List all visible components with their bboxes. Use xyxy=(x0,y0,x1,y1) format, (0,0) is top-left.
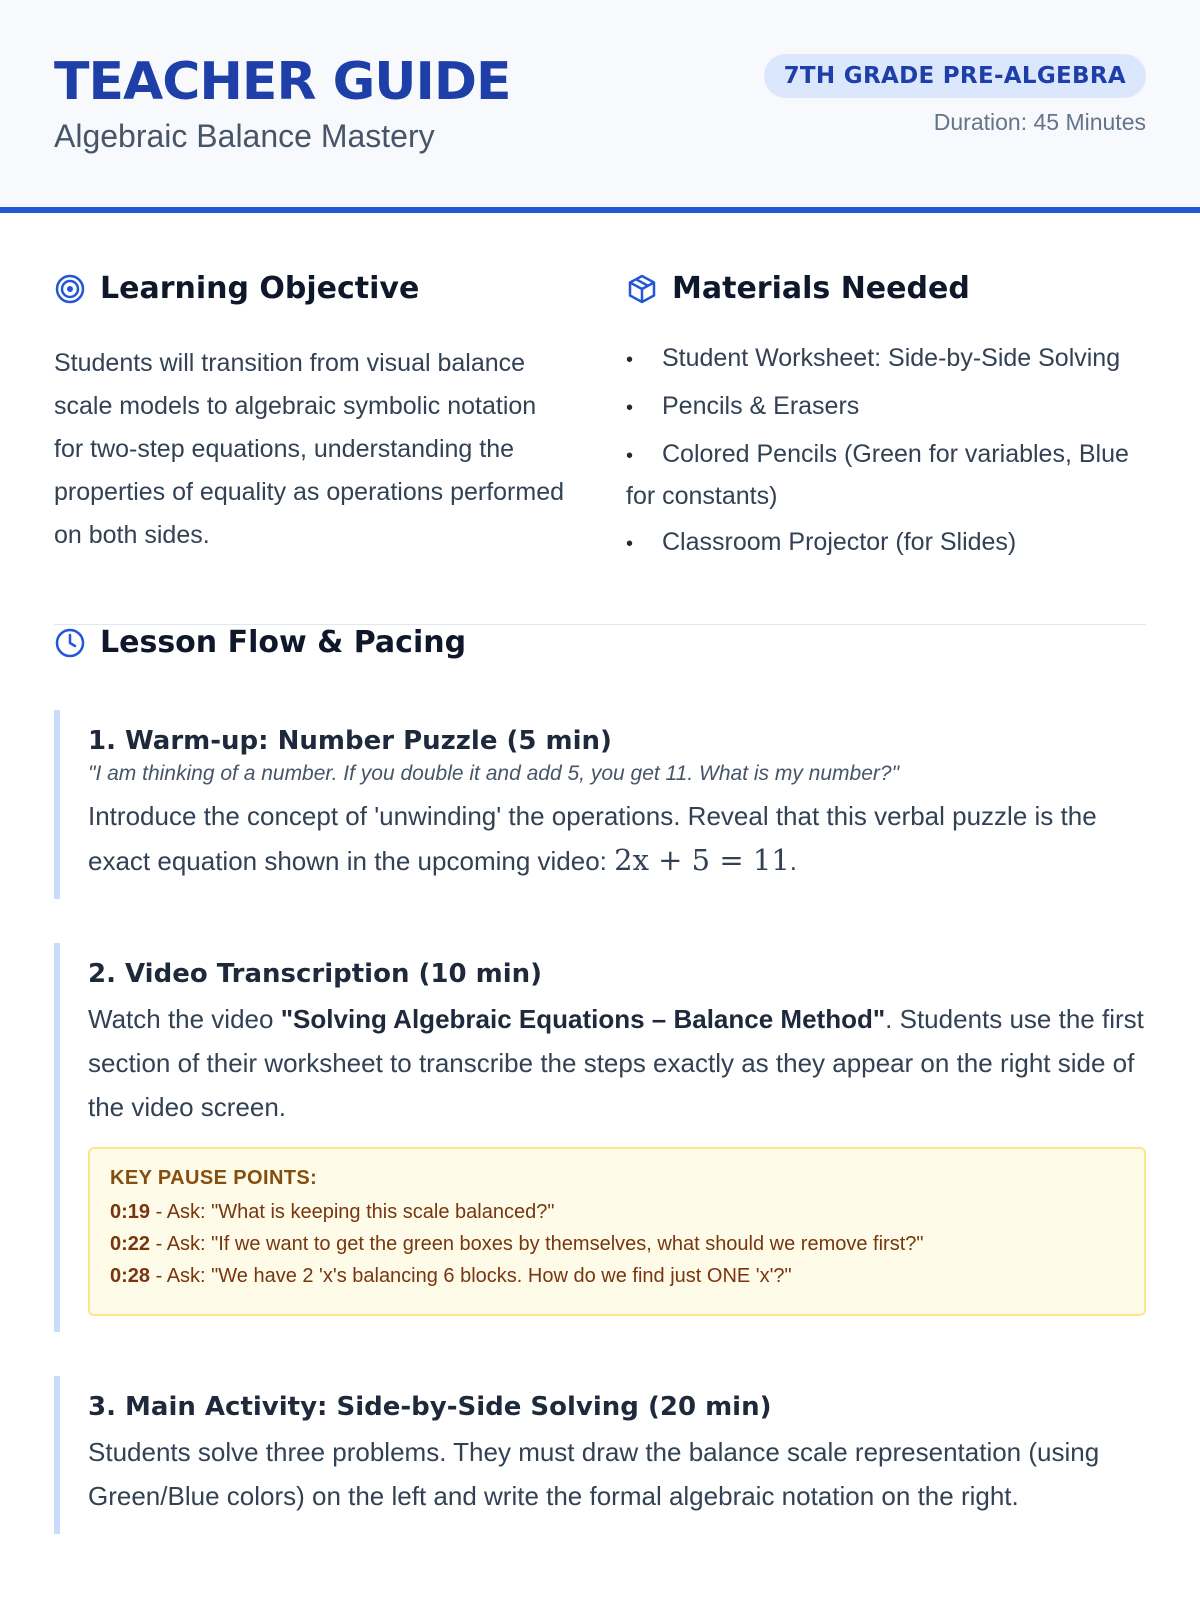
step-body: Students solve three problems. They must draw the balance scale representation (using Green/Blue colors) on the left and write the formal algebraic notation on the right. xyxy=(88,1437,1100,1511)
step-video-transcription xyxy=(54,943,1146,1332)
step-body: Watch the video "Solving Algebraic Equations – Balance Method". Students use the first section of their worksheet to transcribe the steps exactly as they appear on the right side of the video screen. xyxy=(88,1004,1144,1122)
list-item: • Pencils & Erasers xyxy=(626,392,860,420)
video-title: "Solving Algebraic Equations – Balance Method" xyxy=(280,1004,886,1034)
list-item: • Classroom Projector (for Slides) xyxy=(626,528,1017,556)
objective-heading xyxy=(54,271,564,306)
pause-point: 0:28 - Ask: "We have 2 'x's balancing 6 blocks. How do we find just ONE 'x'?" xyxy=(110,1265,792,1287)
page-title: TEACHER GUIDE xyxy=(54,52,511,112)
list-item: • Colored Pencils (Green for variables, Blue for constants) xyxy=(626,440,1129,510)
lesson-flow-heading-text: Lesson Flow & Pacing xyxy=(100,625,467,660)
cube-icon xyxy=(626,273,658,305)
duration-label: Duration: 45 Minutes xyxy=(933,109,1146,135)
step-main-activity xyxy=(54,1376,1146,1534)
pause-point: 0:19 - Ask: "What is keeping this scale balanced?" xyxy=(110,1201,555,1223)
step-title: 2. Video Transcription (10 min) xyxy=(88,959,543,989)
objective-section xyxy=(54,271,564,582)
materials-heading-text: Materials Needed xyxy=(672,271,970,306)
materials-section xyxy=(626,271,1146,582)
materials-heading xyxy=(626,271,1146,306)
grade-badge: 7TH GRADE PRE-ALGEBRA xyxy=(764,54,1146,98)
warm-up-quote: "I am thinking of a number. If you double it and add 5, you get 11. What is my number?" xyxy=(88,762,900,785)
step-body: Introduce the concept of 'unwinding' the operations. Reveal that this verbal puzzle is the exact equation shown in the upcoming video: 2x + 5 = 11. xyxy=(88,801,1097,877)
objective-text: Students will transition from visual balance scale models to algebraic symbolic notation for two-step equations, understanding the properties of equality as operations performed on both sides. xyxy=(54,349,565,549)
lesson-flow-section xyxy=(54,625,1146,1534)
target-icon xyxy=(54,273,86,305)
equation: 2x + 5 = 11 xyxy=(614,843,790,877)
main-content xyxy=(0,271,1200,1534)
step-title: 3. Main Activity: Side-by-Side Solving (20 min) xyxy=(88,1392,772,1422)
pause-point: 0:22 - Ask: "If we want to get the green boxes by themselves, what should we remove first?" xyxy=(110,1233,924,1255)
step-warm-up xyxy=(54,710,1146,899)
key-pause-points-box xyxy=(88,1147,1146,1316)
page-subtitle: Algebraic Balance Mastery xyxy=(54,118,435,154)
objective-heading-text: Learning Objective xyxy=(100,271,420,306)
step-title: 1. Warm-up: Number Puzzle (5 min) xyxy=(88,726,612,756)
lesson-flow-heading xyxy=(54,625,1146,660)
page-header xyxy=(0,0,1200,213)
list-item: • Student Worksheet: Side-by-Side Solving xyxy=(626,344,1121,372)
overview-columns xyxy=(54,271,1146,582)
clock-icon xyxy=(54,627,86,659)
materials-list xyxy=(626,338,1146,564)
pause-heading: KEY PAUSE POINTS: xyxy=(110,1167,318,1189)
